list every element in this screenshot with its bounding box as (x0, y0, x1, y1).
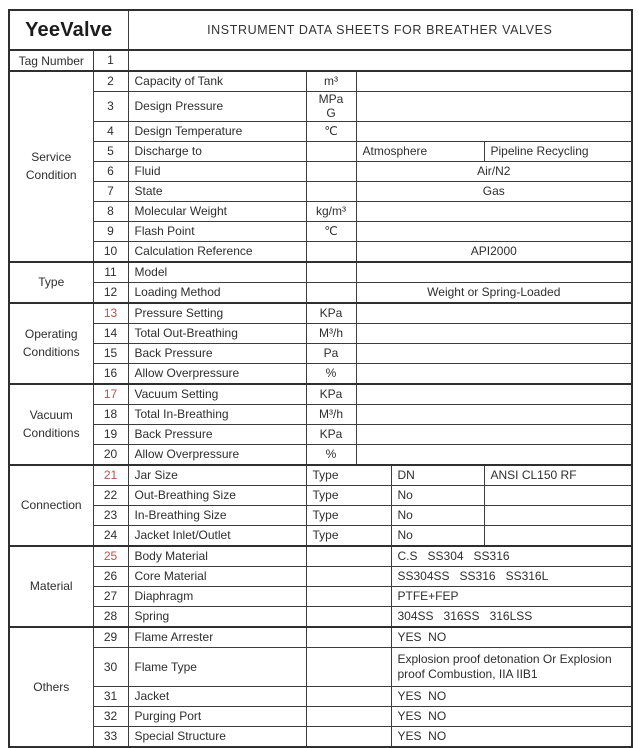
row-number: 14 (93, 323, 128, 343)
unit-cell: % (306, 363, 356, 384)
table-row (9, 282, 632, 303)
item-label: Body Material (128, 546, 306, 567)
value-cell (356, 363, 632, 384)
table-row (9, 647, 632, 686)
item-label: Special Structure (128, 726, 306, 747)
table-row (9, 221, 632, 241)
item-label: Design Temperature (128, 121, 306, 141)
row-number: 13 (93, 303, 128, 324)
table-row (9, 726, 632, 747)
row-number: 18 (93, 404, 128, 424)
sheet-title: INSTRUMENT DATA SHEETS FOR BREATHER VALVES (128, 10, 632, 50)
table-row (9, 363, 632, 384)
brand-logo: YeeValve (9, 10, 128, 50)
table-row (9, 384, 632, 405)
item-label: Flash Point (128, 221, 306, 241)
item-label: Loading Method (128, 282, 306, 303)
row-number: 2 (93, 71, 128, 92)
table-row (9, 627, 632, 648)
unit-cell (306, 241, 356, 262)
value-cell (356, 221, 632, 241)
value-cell: YES NO (391, 686, 632, 706)
value-cell-right (484, 485, 632, 505)
value-cell-right (484, 505, 632, 525)
value-cell (356, 424, 632, 444)
value-cell (356, 201, 632, 221)
group-label-operating-conditions: Operating Conditions (9, 303, 93, 384)
value-cell-right: ANSI CL150 RF (484, 465, 632, 486)
unit-cell (306, 627, 391, 648)
value-cell (356, 262, 632, 283)
table-row (9, 566, 632, 586)
unit-cell: M³/h (306, 323, 356, 343)
unit-cell (306, 726, 391, 747)
unit-cell (306, 181, 356, 201)
table-row (9, 343, 632, 363)
item-label: Purging Port (128, 706, 306, 726)
item-label: Spring (128, 606, 306, 627)
item-label: Flame Type (128, 647, 306, 686)
item-label: Core Material (128, 566, 306, 586)
unit-cell: m³ (306, 71, 356, 92)
row-number: 16 (93, 363, 128, 384)
row-number: 3 (93, 92, 128, 122)
row-number: 10 (93, 241, 128, 262)
item-label: Flame Arrester (128, 627, 306, 648)
item-label: Model (128, 262, 306, 283)
item-label: Jacket (128, 686, 306, 706)
value-cell: Gas (356, 181, 632, 201)
table-row (9, 121, 632, 141)
value-cell (128, 50, 632, 71)
table-row (9, 201, 632, 221)
table-row (9, 586, 632, 606)
item-label: State (128, 181, 306, 201)
value-cell-left: No (391, 485, 484, 505)
table-row (9, 161, 632, 181)
item-label: Total Out-Breathing (128, 323, 306, 343)
item-label: Diaphragm (128, 586, 306, 606)
value-cell (356, 384, 632, 405)
unit-cell: Pa (306, 343, 356, 363)
table-row (9, 241, 632, 262)
table-row (9, 606, 632, 627)
row-number: 6 (93, 161, 128, 181)
group-label-tag-number: Tag Number (9, 50, 93, 71)
value-cell (356, 71, 632, 92)
value-cell: YES NO (391, 726, 632, 747)
row-number: 27 (93, 586, 128, 606)
item-label: In-Breathing Size (128, 505, 306, 525)
unit-cell (306, 282, 356, 303)
value-cell-right (484, 525, 632, 546)
unit-cell (306, 161, 356, 181)
table-row (9, 181, 632, 201)
table-row (9, 404, 632, 424)
group-label-others: Others (9, 627, 93, 747)
item-label: Total In-Breathing (128, 404, 306, 424)
unit-cell: kg/m³ (306, 201, 356, 221)
value-cell-right: Pipeline Recycling (484, 141, 632, 161)
table-row (9, 141, 632, 161)
group-label-type: Type (9, 262, 93, 303)
value-cell (356, 92, 632, 122)
unit-cell: KPa (306, 424, 356, 444)
value-cell-left: No (391, 505, 484, 525)
unit-cell: KPa (306, 303, 356, 324)
unit-cell (306, 262, 356, 283)
row-number: 30 (93, 647, 128, 686)
row-number: 29 (93, 627, 128, 648)
value-cell: YES NO (391, 627, 632, 648)
table-row (9, 546, 632, 567)
value-cell (356, 444, 632, 465)
item-label: Vacuum Setting (128, 384, 306, 405)
row-number: 25 (93, 546, 128, 567)
row-number: 12 (93, 282, 128, 303)
value-cell: YES NO (391, 706, 632, 726)
value-cell-left: Atmosphere (356, 141, 484, 161)
item-label: Allow Overpressure (128, 363, 306, 384)
group-label-vacuum-conditions: Vacuum Conditions (9, 384, 93, 465)
item-label: Back Pressure (128, 424, 306, 444)
table-row (9, 424, 632, 444)
row-number: 4 (93, 121, 128, 141)
row-number: 24 (93, 525, 128, 546)
unit-cell (306, 647, 391, 686)
group-label-material: Material (9, 546, 93, 627)
table-row (9, 465, 632, 486)
unit-cell (306, 141, 356, 161)
unit-cell: KPa (306, 384, 356, 405)
row-number: 31 (93, 686, 128, 706)
table-row (9, 525, 632, 546)
value-cell (356, 343, 632, 363)
table-row (9, 262, 632, 283)
table-row (9, 686, 632, 706)
item-label: Allow Overpressure (128, 444, 306, 465)
row-number: 26 (93, 566, 128, 586)
unit-cell: ℃ (306, 221, 356, 241)
table-row (9, 71, 632, 92)
row-number: 5 (93, 141, 128, 161)
item-label: Capacity of Tank (128, 71, 306, 92)
row-number: 19 (93, 424, 128, 444)
value-cell (356, 303, 632, 324)
item-label: Jacket Inlet/Outlet (128, 525, 306, 546)
unit-cell (306, 546, 391, 567)
unit-cell (306, 566, 391, 586)
type-cell: Type (306, 525, 391, 546)
group-label-service-condition: Service Condition (9, 71, 93, 262)
value-cell: Air/N2 (356, 161, 632, 181)
table-row (9, 303, 632, 324)
table-header-row (9, 10, 632, 50)
item-label: Out-Breathing Size (128, 485, 306, 505)
unit-cell: MPa G (306, 92, 356, 122)
unit-cell (306, 586, 391, 606)
item-label: Discharge to (128, 141, 306, 161)
type-cell: Type (306, 505, 391, 525)
row-number: 22 (93, 485, 128, 505)
row-number: 9 (93, 221, 128, 241)
data-sheet-table (8, 9, 633, 748)
item-label: Design Pressure (128, 92, 306, 122)
row-number: 7 (93, 181, 128, 201)
item-label: Molecular Weight (128, 201, 306, 221)
type-cell: Type (306, 485, 391, 505)
unit-cell (306, 686, 391, 706)
row-number: 32 (93, 706, 128, 726)
table-row (9, 505, 632, 525)
value-cell (356, 404, 632, 424)
row-number: 15 (93, 343, 128, 363)
item-label: Pressure Setting (128, 303, 306, 324)
item-label: Back Pressure (128, 343, 306, 363)
value-cell: SS304SS SS316 SS316L (391, 566, 632, 586)
type-cell: Type (306, 465, 391, 486)
tag-number-row (9, 50, 632, 71)
unit-cell: M³/h (306, 404, 356, 424)
value-cell (356, 121, 632, 141)
table-row (9, 706, 632, 726)
row-number: 20 (93, 444, 128, 465)
row-number: 28 (93, 606, 128, 627)
row-number: 8 (93, 201, 128, 221)
value-cell-left: DN (391, 465, 484, 486)
unit-cell: ℃ (306, 121, 356, 141)
unit-cell (306, 706, 391, 726)
group-label-connection: Connection (9, 465, 93, 546)
value-cell: C.S SS304 SS316 (391, 546, 632, 567)
unit-cell: % (306, 444, 356, 465)
item-label: Jar Size (128, 465, 306, 486)
item-label: Fluid (128, 161, 306, 181)
table-row (9, 323, 632, 343)
value-cell-left: No (391, 525, 484, 546)
row-number: 21 (93, 465, 128, 486)
item-label: Calculation Reference (128, 241, 306, 262)
row-number: 17 (93, 384, 128, 405)
data-sheet (8, 9, 633, 748)
value-cell: Explosion proof detonation Or Explosion proof Combustion, IIA IIB1 (391, 647, 632, 686)
row-number: 33 (93, 726, 128, 747)
row-number: 23 (93, 505, 128, 525)
table-row (9, 444, 632, 465)
value-cell: PTFE+FEP (391, 586, 632, 606)
value-cell: API2000 (356, 241, 632, 262)
table-row (9, 92, 632, 122)
value-cell: 304SS 316SS 316LSS (391, 606, 632, 627)
row-number: 1 (93, 50, 128, 71)
unit-cell (306, 606, 391, 627)
value-cell (356, 323, 632, 343)
row-number: 11 (93, 262, 128, 283)
table-row (9, 485, 632, 505)
value-cell: Weight or Spring-Loaded (356, 282, 632, 303)
